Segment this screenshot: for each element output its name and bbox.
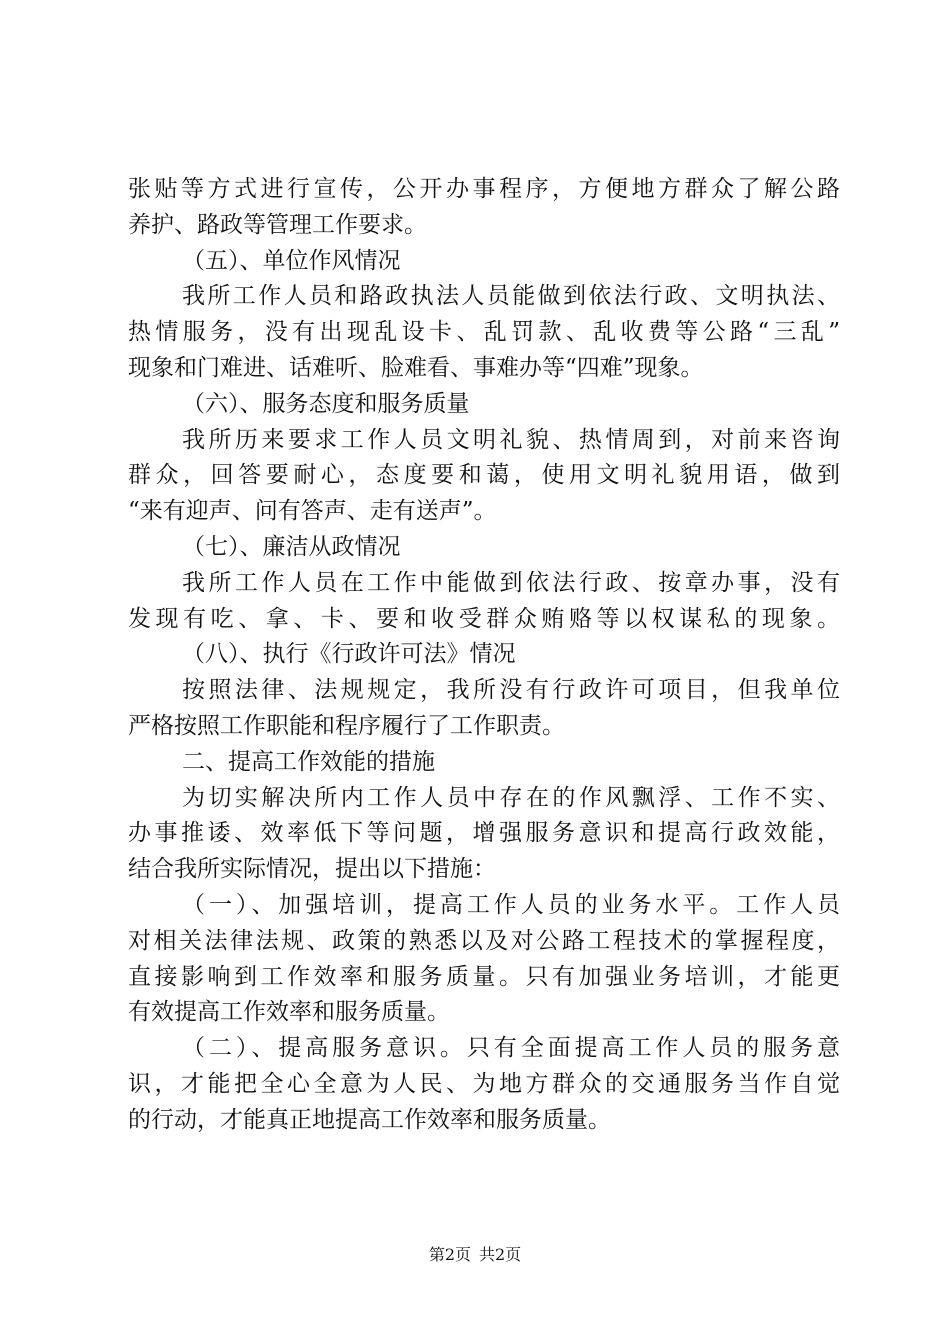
text-line: 热情服务，没有出现乱设卡、乱罚款、乱收费等公路“三乱” (128, 319, 840, 346)
text-line: 群众，回答要耐心，态度要和蔼，使用文明礼貌用语，做到 (128, 462, 840, 489)
text-line: 结合我所实际情况，提出以下措施： (128, 856, 496, 883)
section-heading: （七）、廉洁从政情况 (182, 533, 401, 560)
text-line: 养护、路政等管理工作要求。 (128, 211, 427, 238)
text-line: （一）、加强培训，提高工作人员的业务水平。工作人员 (182, 891, 840, 918)
section-heading: 二、提高工作效能的措施 (182, 748, 435, 775)
text-line: 发现有吃、拿、卡、要和收受群众贿赂等以权谋私的现象。 (128, 605, 840, 632)
text-line: 识，才能把全心全意为人民、为地方群众的交通服务当作自觉 (128, 1070, 840, 1097)
text-line: 我所工作人员和路政执法人员能做到依法行政、文明执法、 (182, 283, 840, 310)
text-line: 我所工作人员在工作中能做到依法行政、按章办事，没有 (182, 569, 840, 596)
text-line: 我所历来要求工作人员文明礼貌、热情周到，对前来咨询 (182, 426, 840, 453)
document-body (128, 172, 840, 1139)
text-line: 有效提高工作效率和服务质量。 (128, 999, 450, 1026)
section-heading: （六）、服务态度和服务质量 (182, 390, 470, 417)
section-heading: （五）、单位作风情况 (182, 247, 401, 274)
text-line: 办事推诿、效率低下等问题，增强服务意识和提高行政效能， (128, 820, 840, 847)
text-line: 为切实解决所内工作人员中存在的作风飘浮、工作不实、 (182, 784, 840, 811)
text-line: （二）、提高服务意识。只有全面提高工作人员的服务意 (182, 1035, 840, 1062)
page-total: 共2页 (479, 1245, 522, 1264)
page-number: 第2页 (428, 1245, 471, 1264)
text-line: 现象和门难进、话难听、脸难看、事难办等“四难”现象。 (128, 354, 704, 381)
text-line: 直接影响到工作效率和服务质量。只有加强业务培训，才能更 (128, 963, 840, 990)
text-line: 严格按照工作职能和程序履行了工作职责。 (128, 712, 565, 739)
section-heading: （八）、执行《行政许可法》情况 (182, 641, 516, 668)
text-line: 对相关法律法规、政策的熟悉以及对公路工程技术的掌握程度， (128, 927, 840, 954)
page-footer (0, 1245, 950, 1265)
text-line: 按照法律、法规规定，我所没有行政许可项目，但我单位 (182, 677, 840, 704)
text-line: 张贴等方式进行宣传，公开办事程序，方便地方群众了解公路 (128, 176, 840, 202)
text-line: “来有迎声、问有答声、走有送声”。 (128, 498, 497, 525)
text-line: 的行动，才能真正地提高工作效率和服务质量。 (128, 1106, 611, 1133)
